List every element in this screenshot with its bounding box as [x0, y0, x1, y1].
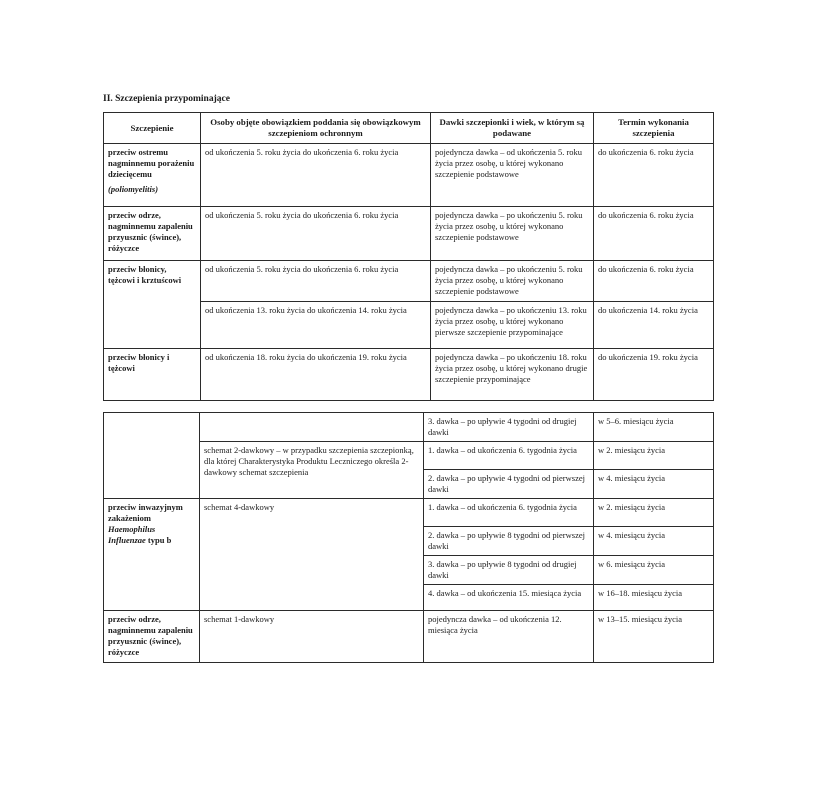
eligible-age-cell: od ukończenia 5. roku życia do ukończenia 6. roku życia	[201, 144, 431, 207]
timing-cell: w 5–6. miesiącu życia	[594, 413, 714, 442]
dose-info-cell: pojedyncza dawka – po ukończeniu 5. roku życia przez osobę, u której wykonano szczepienie podstawowe	[431, 261, 594, 302]
dose-info-cell: pojedyncza dawka – po ukończeniu 5. roku życia przez osobę, u której wykonano szczepienie podstawowe	[431, 207, 594, 261]
eligible-age-cell: od ukończenia 5. roku życia do ukończenia 6. roku życia	[201, 261, 431, 302]
vaccine-name-text: przeciw inwazyjnym zakażeniom	[108, 502, 183, 523]
schedule-table-2	[103, 412, 714, 663]
table-row-blonica-tezec	[104, 349, 714, 401]
dose-info-cell: 4. dawka – od ukończenia 15. miesiąca życia	[424, 585, 594, 611]
dose-info-cell: 1. dawka – od ukończenia 6. tygodnia życia	[424, 442, 594, 470]
vaccine-name-cell: przeciw błonicy i tężcowi	[104, 349, 201, 401]
timing-cell: w 2. miesiącu życia	[594, 442, 714, 470]
dose-info-cell: 2. dawka – po upływie 8 tygodni od pierwszej dawki	[424, 527, 594, 556]
header-szczepienie: Szczepienie	[104, 113, 201, 144]
schema-cell-empty	[200, 413, 424, 442]
header-termin: Termin wykonania szczepienia	[594, 113, 714, 144]
section-title: II. Szczepienia przypominające	[103, 94, 230, 104]
deadline-cell: do ukończenia 19. roku życia	[594, 349, 714, 401]
vaccine-name-cell: przeciw odrze, nagminnemu zapaleniu przyusznic (śwince), różyczce	[104, 207, 201, 261]
timing-cell: w 16–18. miesiącu życia	[594, 585, 714, 611]
timing-cell: w 2. miesiącu życia	[594, 499, 714, 527]
vaccine-name-latin: (poliomyelitis)	[108, 184, 159, 194]
dose-info-cell: 2. dawka – po upływie 4 tygodni od pierwszej dawki	[424, 470, 594, 499]
dose-info-cell: pojedyncza dawka – po ukończeniu 13. roku życia przez osobę, u której wykonano pierwsze szczepienie przypominające	[431, 302, 594, 349]
timing-cell: w 13–15. miesiącu życia	[594, 611, 714, 663]
vaccine-name-cell: przeciw odrze, nagminnemu zapaleniu przyusznic (śwince), różyczce	[104, 611, 200, 663]
deadline-cell: do ukończenia 14. roku życia	[594, 302, 714, 349]
vaccine-name-cell: przeciw błonicy, tężcowi i krztuścowi	[104, 261, 201, 349]
deadline-cell: do ukończenia 6. roku życia	[594, 261, 714, 302]
timing-cell: w 4. miesiącu życia	[594, 527, 714, 556]
schema-cell: schemat 1-dawkowy	[200, 611, 424, 663]
eligible-age-cell: od ukończenia 5. roku życia do ukończenia 6. roku życia	[201, 207, 431, 261]
table-row-odra-cont	[104, 611, 714, 663]
dose-info-cell: pojedyncza dawka – od ukończenia 5. roku życia przez osobę, u której wykonano szczepienie podstawowe	[431, 144, 594, 207]
vaccine-name-cell-empty	[104, 413, 200, 499]
timing-cell: w 4. miesiącu życia	[594, 470, 714, 499]
table-row-hib-1	[104, 499, 714, 527]
timing-cell: w 6. miesiącu życia	[594, 556, 714, 585]
dose-info-cell: pojedyncza dawka – od ukończenia 12. miesiąca życia	[424, 611, 594, 663]
table-row-cont-a	[104, 413, 714, 442]
eligible-age-cell: od ukończenia 18. roku życia do ukończenia 19. roku życia	[201, 349, 431, 401]
vaccine-name-text: przeciw ostremu nagminnemu porażeniu dziecięcemu	[108, 147, 195, 179]
booster-schedule-table-1	[103, 112, 714, 401]
deadline-cell: do ukończenia 6. roku życia	[594, 144, 714, 207]
eligible-age-cell: od ukończenia 13. roku życia do ukończenia 14. roku życia	[201, 302, 431, 349]
schema-cell: schemat 2-dawkowy – w przypadku szczepienia szczepionką, dla której Charakterystyka Produktu Leczniczego określa 2-dawkowy schemat szczepienia	[200, 442, 424, 499]
dose-info-cell: 1. dawka – od ukończenia 6. tygodnia życia	[424, 499, 594, 527]
header-osoby-objete: Osoby objęte obowiązkiem poddania się obowiązkowym szczepieniom ochronnym	[201, 113, 431, 144]
dose-info-cell: 3. dawka – po upływie 8 tygodni od drugiej dawki	[424, 556, 594, 585]
header-dawki-wiek: Dawki szczepionki i wiek, w którym są podawane	[431, 113, 594, 144]
dose-info-cell: 3. dawka – po upływie 4 tygodni od drugiej dawki	[424, 413, 594, 442]
vaccine-name-suffix: typu b	[147, 535, 172, 545]
header-row	[104, 113, 714, 144]
table-row-polio	[104, 144, 714, 207]
vaccine-name-cell	[104, 144, 201, 207]
dose-info-cell: pojedyncza dawka – po ukończeniu 18. roku życia przez osobę, u której wykonano drugie szczepienie przypominające	[431, 349, 594, 401]
vaccine-name-latin: Haemophilus Influenzae	[108, 524, 156, 545]
vaccine-name-cell	[104, 499, 200, 611]
table-row-odra	[104, 207, 714, 261]
document-content	[103, 94, 715, 663]
table-row-blonica-a	[104, 261, 714, 302]
schema-cell: schemat 4-dawkowy	[200, 499, 424, 611]
deadline-cell: do ukończenia 6. roku życia	[594, 207, 714, 261]
